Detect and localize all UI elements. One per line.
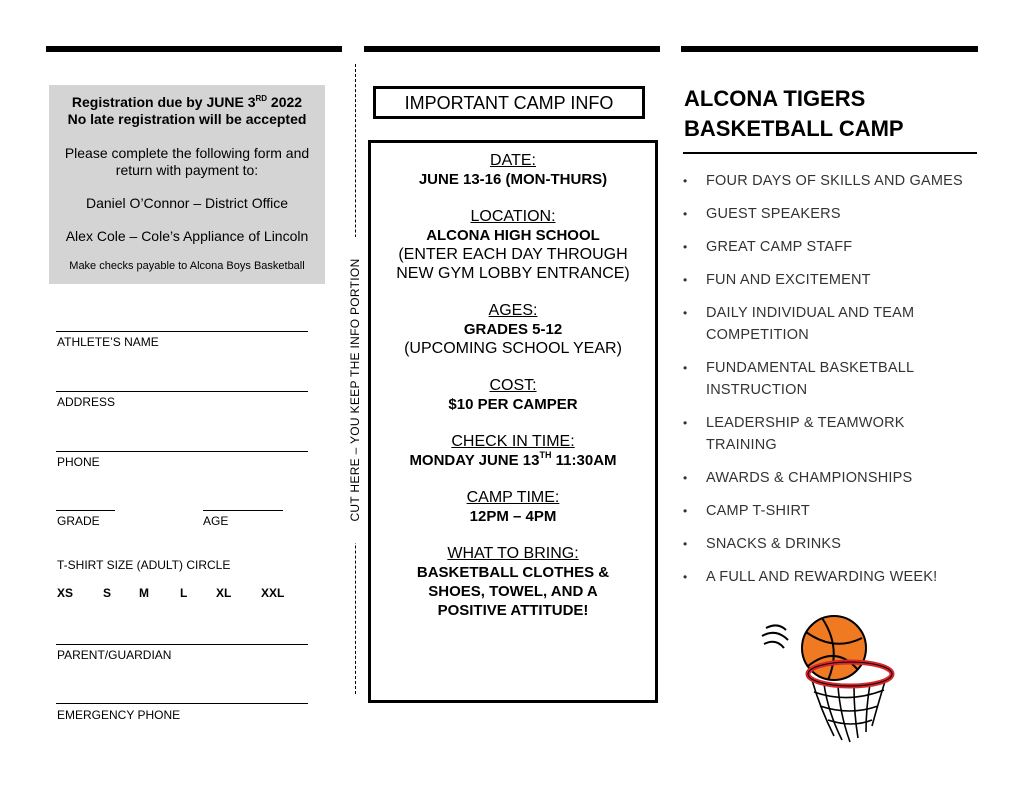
size-option-s[interactable]: S [103,586,112,600]
list-item: • DAILY INDIVIDUAL AND TEAM COMPETITION [683,305,915,343]
camp-title [684,84,976,144]
list-item: • SNACKS & DRINKS [683,536,842,552]
camp-title-line1: ALCONA TIGERS [684,86,866,111]
date-section [371,152,655,189]
checkin-section [371,433,655,470]
basketball-hoop-icon [758,608,918,748]
emergency-phone-field[interactable] [56,703,308,704]
cost-section [371,377,655,414]
top-rule-left [46,46,342,52]
list-item: • AWARDS & CHAMPIONSHIPS [683,470,913,486]
checks-payable: Make checks payable to Alcona Boys Basketball [69,260,305,272]
camp-time-section [371,489,655,526]
phone-field[interactable] [56,451,308,452]
camp-info-box [368,140,658,703]
cost-heading: COST: [489,377,537,394]
what-to-bring-heading: WHAT TO BRING: [447,545,579,562]
date-heading: DATE: [490,152,536,169]
cut-here-text: CUT HERE – YOU KEEP THE INFO PORTION [348,237,362,543]
date-value: JUNE 13-16 (MON-THURS) [418,171,608,188]
size-option-xl[interactable]: XL [216,586,232,600]
cost-value: $10 PER CAMPER [448,396,578,413]
size-option-xxl[interactable]: XXL [261,586,285,600]
what-to-bring-value: BASKETBALL CLOTHES & SHOES, TOWEL, AND A POSITIVE ATTITUDE! [416,564,610,619]
size-option-xs[interactable]: XS [57,586,74,600]
camp-time-value: 12PM – 4PM [469,508,557,525]
registration-due: Registration due by JUNE 3RD 2022 [71,94,303,110]
parent-field[interactable] [56,644,308,645]
registration-box [49,85,325,284]
top-rule-right [681,46,978,52]
parent-label: PARENT/GUARDIAN [57,648,172,662]
feature-list [683,170,983,599]
ages-section [371,302,655,358]
list-item: • FOUR DAYS OF SKILLS AND GAMES [683,173,963,189]
location-section [371,208,655,283]
size-option-m[interactable]: M [139,586,149,600]
checkin-value: MONDAY JUNE 13TH 11:30AM [409,450,617,469]
age-label: AGE [203,514,229,528]
list-item: • FUNDAMENTAL BASKETBALL INSTRUCTION [683,360,914,398]
address-label: ADDRESS [57,395,116,409]
tshirt-size-label: T-SHIRT SIZE (ADULT) CIRCLE [57,558,231,572]
location-note: (ENTER EACH DAY THROUGH NEW GYM LOBBY ENTRANCE) [396,246,630,282]
ages-value: GRADES 5-12 [463,321,563,338]
list-item: • GUEST SPEAKERS [683,206,841,222]
size-option-l[interactable]: L [180,586,188,600]
instructions-text: Please complete the following form and return with payment to: [64,145,310,178]
age-field[interactable] [203,510,283,511]
title-underline [683,152,977,154]
location-value: ALCONA HIGH SCHOOL [426,227,600,244]
list-item: • A FULL AND REWARDING WEEK! [683,569,938,585]
list-item: • FUN AND EXCITEMENT [683,272,871,288]
list-item: • LEADERSHIP & TEAMWORK TRAINING [683,415,905,453]
important-camp-info-title: IMPORTANT CAMP INFO [373,86,645,119]
emergency-phone-label: EMERGENCY PHONE [57,708,181,722]
contact-2: Alex Cole – Cole’s Appliance of Lincoln [65,228,309,244]
address-field[interactable] [56,391,308,392]
list-item: • GREAT CAMP STAFF [683,239,853,255]
list-item: • CAMP T-SHIRT [683,503,810,519]
athlete-name-field[interactable] [56,331,308,332]
athlete-name-label: ATHLETE’S NAME [57,335,159,349]
checkin-heading: CHECK IN TIME: [451,433,575,450]
ages-note: (UPCOMING SCHOOL YEAR) [404,340,622,357]
contact-1: Daniel O’Connor – District Office [85,195,289,211]
location-heading: LOCATION: [470,208,556,225]
camp-time-heading: CAMP TIME: [466,489,560,506]
phone-label: PHONE [57,455,100,469]
top-rule-middle [364,46,660,52]
ages-heading: AGES: [488,302,538,319]
what-to-bring-section [371,545,655,620]
grade-label: GRADE [57,514,100,528]
no-late-text: No late registration will be accepted [67,111,307,127]
grade-field[interactable] [56,510,115,511]
camp-title-line2: BASKETBALL CAMP [684,116,904,141]
